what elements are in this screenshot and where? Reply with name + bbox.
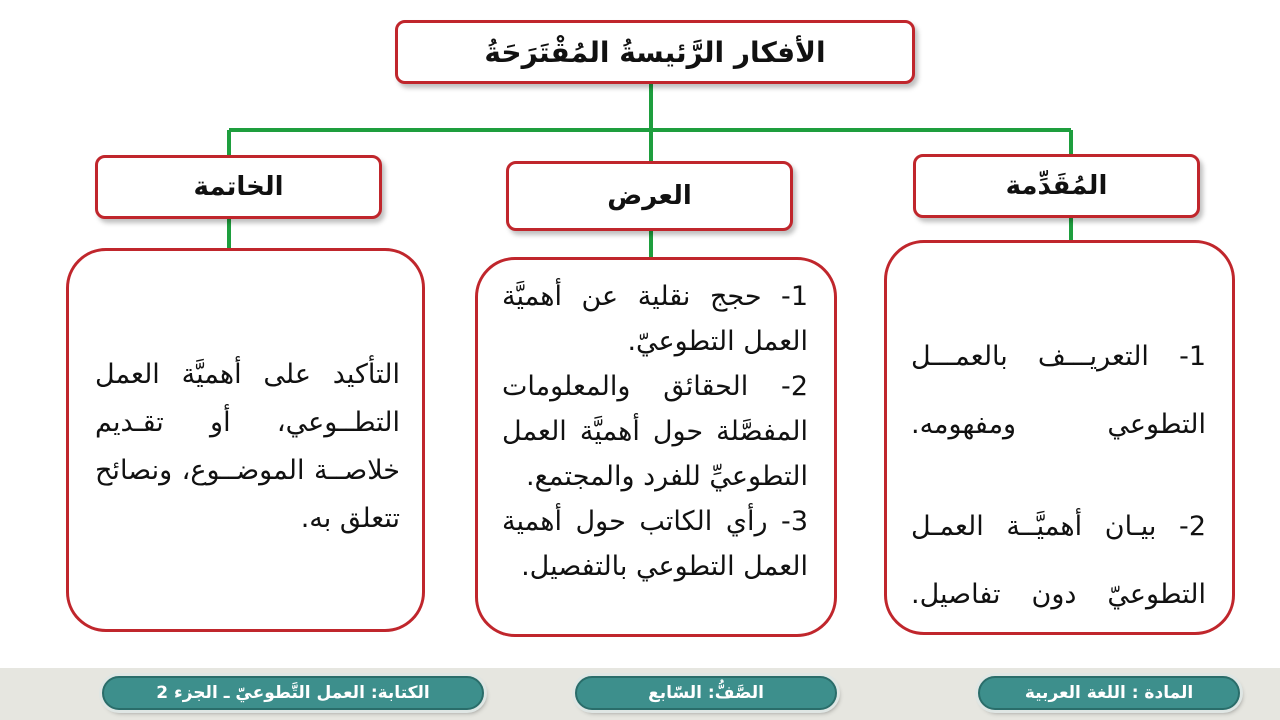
body-point: 3- رأي الكاتب حول أهمية العمل التطوعي بالتفصيل. [502, 506, 808, 582]
body-point: 2- الحقائق والمعلومات المفصَّلة حول أهميَّة العمل التطوعيِّ للفرد والمجتمع. [502, 371, 808, 492]
conclusion-point: التأكيد على أهميَّة العمل التطــوعي، أو تقـديم خلاصــة الموضــوع، ونصائح تتعلق به. [95, 359, 400, 534]
conclusion-content-box [66, 248, 425, 632]
introduction-point: 1- التعريـــف بالعمـــل التطوعي ومفهومه. [911, 341, 1206, 440]
footer-subject-badge: المادة : اللغة العربية [978, 676, 1240, 710]
footer-lesson-badge: الكتابة: العمل التَّطوعيّ ـ الجزء 2 [102, 676, 484, 710]
body-point: 1- حجج نقلية عن أهميَّة العمل التطوعيّ. [502, 281, 808, 357]
section-heading-body: العرض [506, 161, 793, 231]
body-content-box [475, 257, 837, 637]
introduction-content-box [884, 240, 1235, 635]
section-heading-introduction: المُقَدِّمة [913, 154, 1200, 218]
diagram-title: الأفكار الرَّئيسةُ المُقْتَرَحَةُ [395, 20, 915, 84]
section-heading-conclusion: الخاتمة [95, 155, 382, 219]
introduction-point: 2- بيـان أهميَّــة العمـل التطوعيّ دون تفاصيل. [911, 511, 1206, 610]
footer-grade-badge: الصَّفُّ: السّابع [575, 676, 837, 710]
